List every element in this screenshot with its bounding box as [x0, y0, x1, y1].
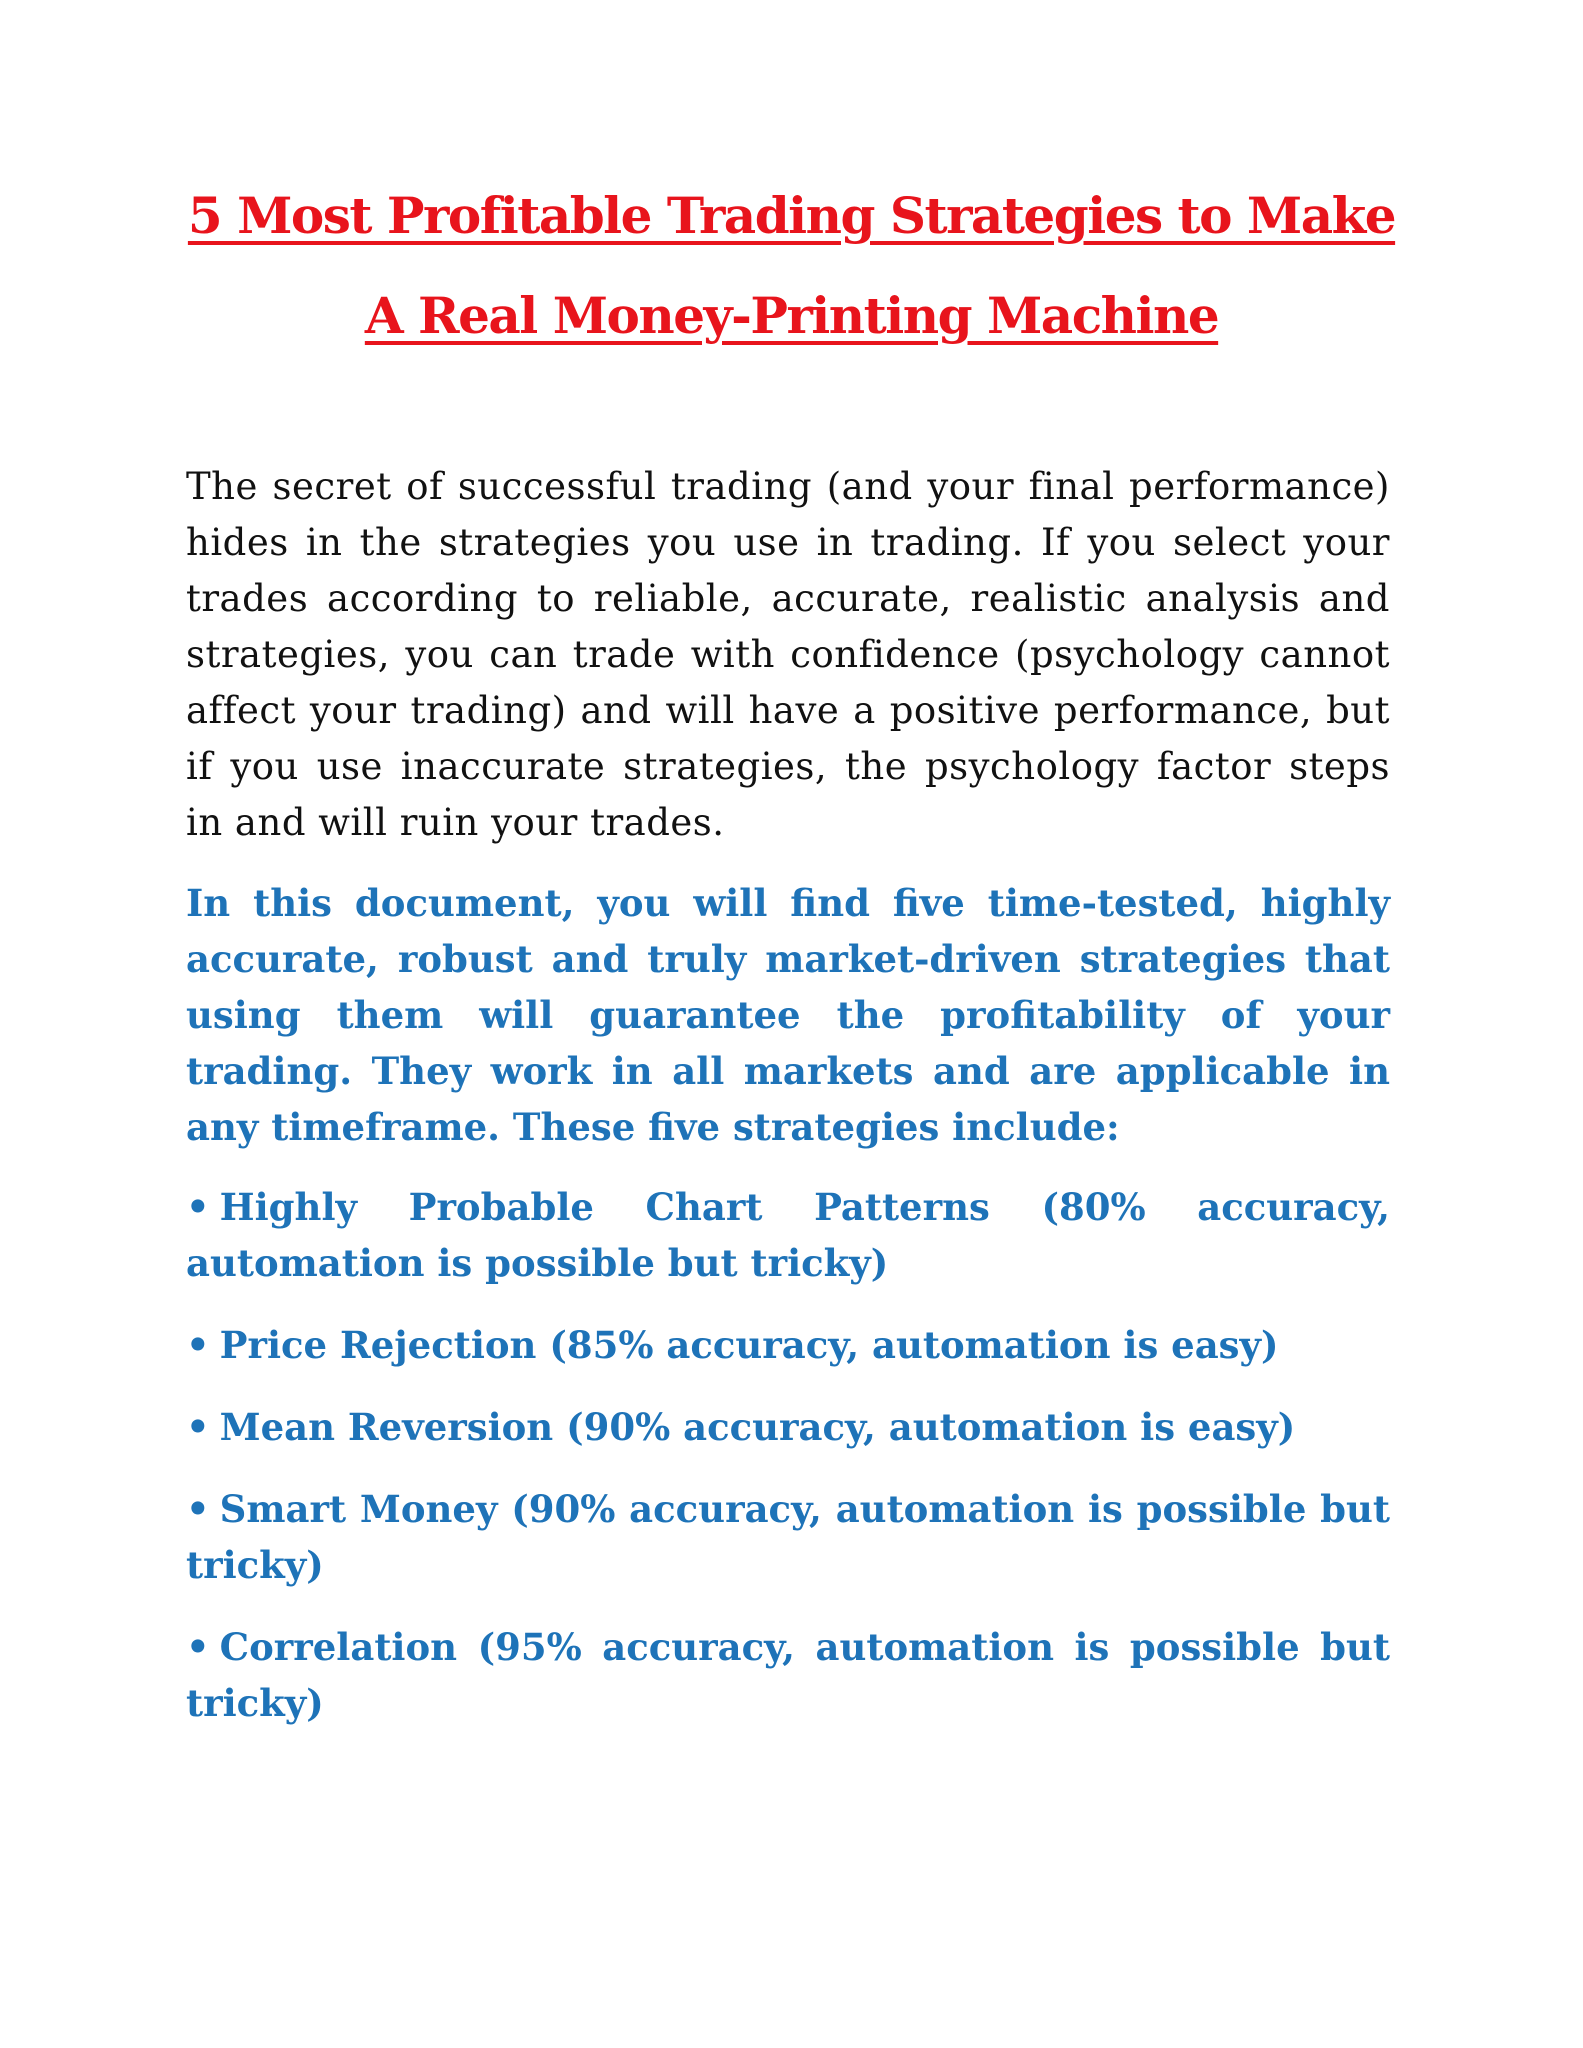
bullet-icon: •	[186, 1323, 210, 1367]
strategy-label: Mean Reversion (90% accuracy, automation is easy)	[219, 1405, 1296, 1449]
strategy-item-smart-money	[186, 1481, 1390, 1593]
strategy-item-correlation	[186, 1619, 1390, 1731]
bullet-icon: •	[186, 1625, 210, 1669]
document-body	[186, 459, 1390, 1757]
bullet-icon: •	[186, 1487, 210, 1531]
strategy-label: Correlation (95% accuracy, automation is possible but tricky)	[186, 1625, 1390, 1725]
highlight-paragraph: In this document, you will find five time-tested, highly accurate, robust and truly market-driven strategies that using them will guarantee the profitability of your trading. They work in all markets and are applicable in any timeframe. These five strategies include:	[186, 881, 1390, 1149]
strategy-item-chart-patterns	[186, 1179, 1390, 1291]
strategy-label: Highly Probable Chart Patterns (80% accuracy, automation is possible but tricky)	[186, 1185, 1390, 1285]
strategy-item-mean-reversion	[186, 1399, 1390, 1455]
document-title-line-1: 5 Most Profitable Trading Strategies to Make	[187, 186, 1396, 245]
strategy-label: Price Rejection (85% accuracy, automation is easy)	[219, 1323, 1279, 1367]
intro-paragraph: The secret of successful trading (and your final performance) hides in the strategies you use in trading. If you select your trades according to reliable, accurate, realistic analysis and strategies, you can trade with confidence (psychology cannot affect your trading) and will have a positive performance, but if you use inaccurate strategies, the psychology factor steps in and will ruin your trades.	[186, 465, 1390, 844]
bullet-icon: •	[186, 1185, 210, 1229]
strategy-item-price-rejection	[186, 1317, 1390, 1373]
bullet-icon: •	[186, 1405, 210, 1449]
strategy-label: Smart Money (90% accuracy, automation is possible but tricky)	[186, 1487, 1390, 1587]
document-title-line-2: A Real Money-Printing Machine	[364, 286, 1219, 345]
strategy-list	[186, 1179, 1390, 1731]
